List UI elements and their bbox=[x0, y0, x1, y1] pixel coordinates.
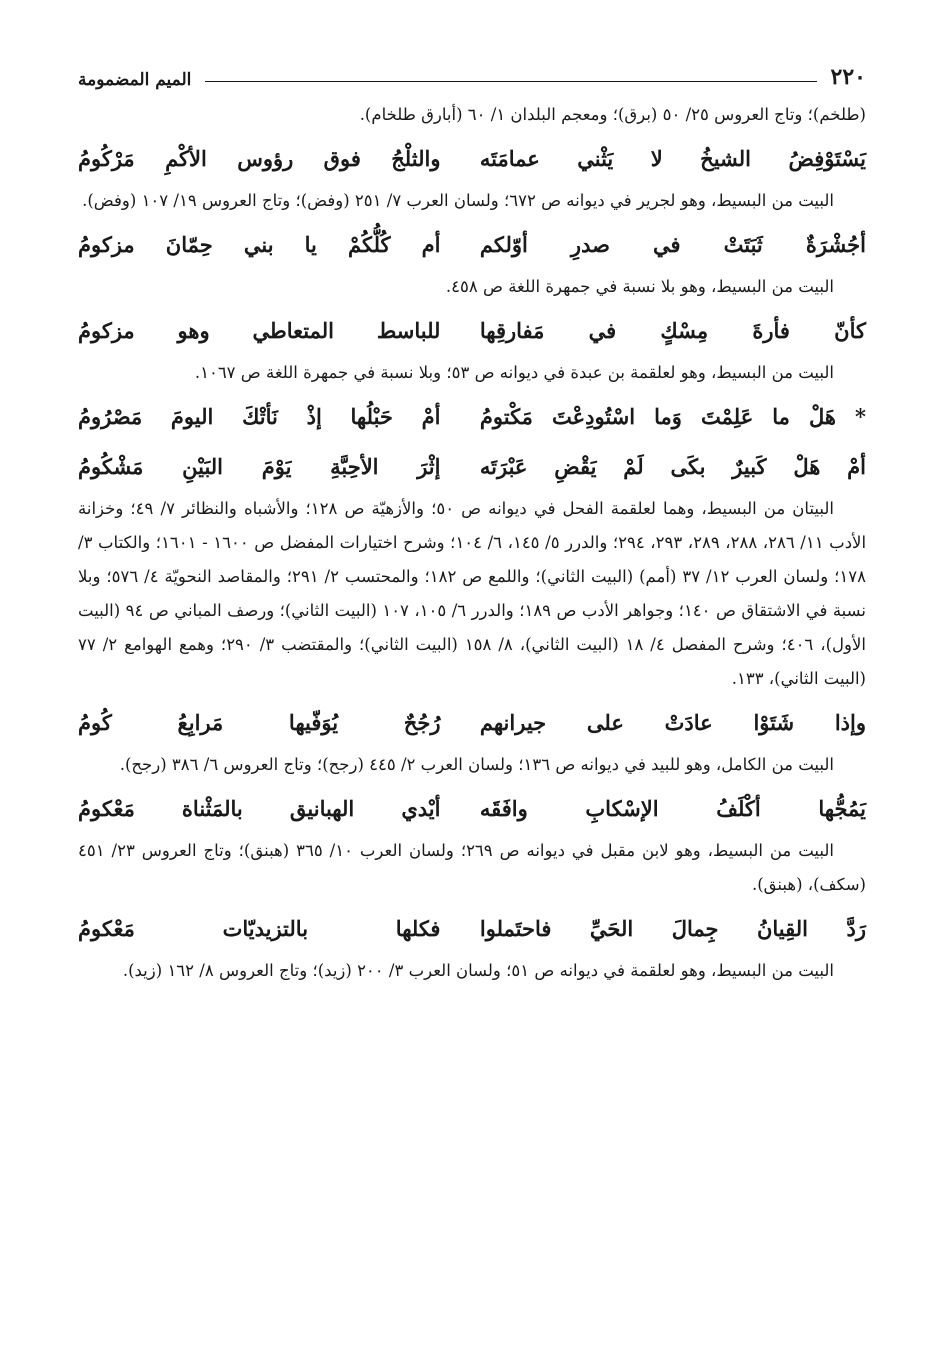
second-hemistich: أم كُلُّكُمْ يا بني حِمّانَ مزكومُ bbox=[78, 232, 441, 257]
second-hemistich: إثْرَ الأحِبَّةِ يَوْمَ البَيْنِ مَشْكُومُ bbox=[78, 454, 441, 479]
second-hemistich: أيْدي الهبانيق بالمَثْناة مَعْكومُ bbox=[78, 796, 441, 821]
verse-line bbox=[78, 308, 866, 354]
page-content bbox=[78, 98, 866, 988]
first-hemistich: * هَلْ ما عَلِمْتَ وَما اسْتُودِعْتَ مَكْتومُ bbox=[479, 404, 866, 429]
verse-line bbox=[78, 906, 866, 952]
verse-source-note: البيت من البسيط، وهو لعلقمة في ديوانه ص ٥١؛ ولسان العرب ٣/ ٢٠٠ (زيد)؛ وتاج العروس ٨/ ١٦٢ (زيد). bbox=[122, 961, 834, 980]
second-hemistich: رُجُحٌ يُوَفّيها مَرابِعُ كُومُ bbox=[78, 710, 441, 735]
second-hemistich: للباسط المتعاطي وهو مزكومُ bbox=[78, 318, 441, 343]
verse-line bbox=[78, 444, 866, 490]
verse-line bbox=[78, 136, 866, 182]
second-hemistich: والثلْجُ فوق رؤوس الأكْمِ مَرْكُومُ bbox=[78, 146, 441, 171]
verse-source-note: البيتان من البسيط، وهما لعلقمة الفحل في ديوانه ص ٥٠؛ والأزهيّة ص ١٢٨؛ والأشباه والنظائر ٧/ ٤٩؛ وخزانة الأدب ١١/ ٢٨٦، ٢٨٨، ٢٨٩، ٢٩٣، ٢٩٤؛ والدرر ٥/ ١٤٥، ٦/ ١٠٤؛ وشرح اختيارات المفضل ص ١٦٠٠ - ١٦٠١؛ والكتاب ٣/ ١٧٨؛ ولسان العرب ١٢/ ٣٧ (أمم) (البيت الثاني)؛ واللمع ص ١٨٢؛ والمحتسب ٢/ ٢٩١؛ والمقاصد النحويّة ٤/ ٥٧٦؛ وبلا نسبة في الاشتقاق ص ١٤٠؛ وجواهر الأدب ص ١٨٩؛ والدرر ٦/ ١٠٥، ١٠٧ (البيت الثاني)؛ ورصف المباني ص ٩٤ (البيت الأول)، ٤٠٦؛ وشرح المفصل ٤/ ١٨ (البيت الثاني)، ٨/ ١٥٨ (البيت الثاني)؛ والمقتضب ٣/ ٢٩٠؛ وهمع الهوامع ٢/ ٧٧ (البيت الثاني)، ١٣٣. bbox=[78, 499, 867, 688]
verse-line bbox=[78, 394, 866, 440]
first-hemistich: رَدَّ القِيانُ جِمالَ الحَيِّ فاحتَملوا bbox=[479, 916, 866, 941]
verse-source-note: البيت من الكامل، وهو للبيد في ديوانه ص ١٣٦؛ ولسان العرب ٢/ ٤٤٥ (رجح)؛ وتاج العروس ٦/ ٣٨٦ (رجح). bbox=[119, 755, 834, 774]
first-hemistich: يَمُجُّها أكْلَفُ الإسْكابِ وافَقَه bbox=[479, 796, 866, 821]
second-hemistich: فكلها بالتزيديّات مَعْكومُ bbox=[78, 916, 441, 941]
verse-source-note: البيت من البسيط، وهو لعلقمة بن عبدة في ديوانه ص ٥٣؛ وبلا نسبة في جمهرة اللغة ص ١٠٦٧. bbox=[194, 363, 834, 382]
page-number: ٢٢٠ bbox=[830, 64, 866, 90]
first-hemistich: يَسْتَوْفِضُ الشيخُ لا يَثْني عمامَتَه bbox=[479, 146, 866, 171]
running-title: الميم المضمومة bbox=[78, 70, 192, 90]
verse-line bbox=[78, 222, 866, 268]
header-rule bbox=[205, 81, 816, 82]
first-hemistich: كأنّ فأرةَ مِسْكٍ في مَفارقِها bbox=[479, 318, 866, 343]
second-hemistich: أمْ حَبْلُها إذْ نَأتْكَ اليومَ مَصْرُومُ bbox=[78, 404, 441, 429]
verse-source-note: البيت من البسيط، وهو لجرير في ديوانه ص ٦٧٢؛ ولسان العرب ٧/ ٢٥١ (وفض)؛ وتاج العروس ١٩/ ١٠٧ (وفض). bbox=[82, 191, 834, 210]
page-header bbox=[78, 52, 866, 90]
verse-source-note: البيت من البسيط، وهو لابن مقبل في ديوانه ص ٢٦٩؛ ولسان العرب ١٠/ ٣٦٥ (هبنق)؛ وتاج العروس ٢٣/ ٤٥١ (سكف)، (هبنق). bbox=[78, 841, 866, 894]
verse-line bbox=[78, 786, 866, 832]
first-hemistich: أمْ هَلْ كَبيرٌ بكَى لَمْ يَقْضِ عَبْرَتَه bbox=[479, 454, 866, 479]
first-hemistich: وإذا شَتَوْا عادَتْ على جيرانهم bbox=[479, 710, 866, 735]
verse-source-note: البيت من البسيط، وهو بلا نسبة في جمهرة اللغة ص ٤٥٨. bbox=[445, 277, 834, 296]
prose-paragraph: (طلخم)؛ وتاج العروس ٢٥/ ٥٠ (برق)؛ ومعجم البلدان ١/ ٦٠ (أبارق طلخام). bbox=[359, 105, 866, 124]
verse-line bbox=[78, 700, 866, 746]
first-hemistich: أجُشْرَةٌ ثَبَتَتْ في صدرِ أوّلكم bbox=[479, 232, 866, 257]
